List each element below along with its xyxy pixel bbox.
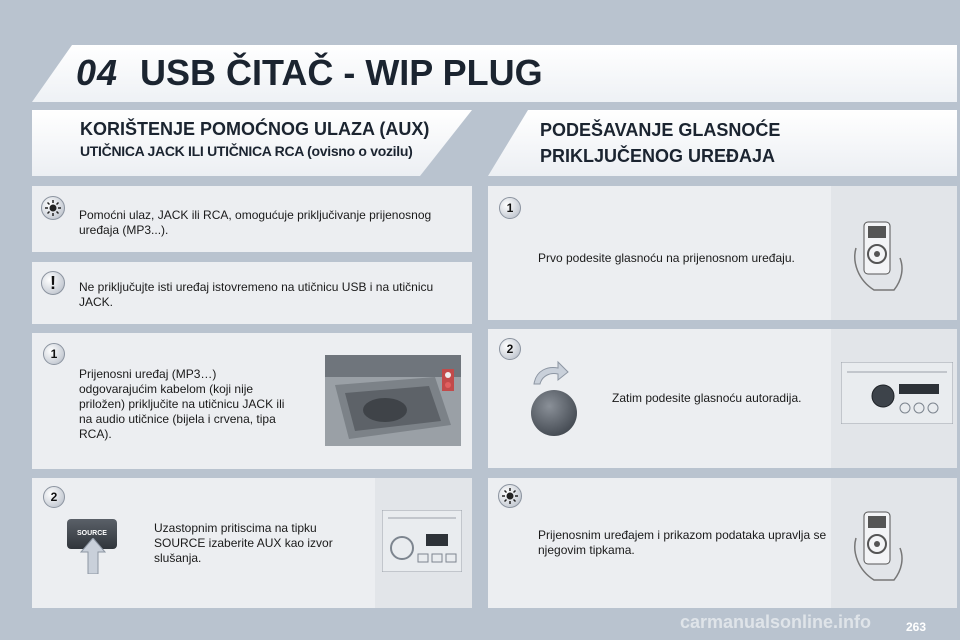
press-arrow-icon [80, 538, 106, 579]
left-tip-text: Pomoćni ulaz, JACK ili RCA, omogućuje priključivanje prijenosnog uređaja (MP3...). [79, 208, 432, 237]
radio-unit-icon [382, 510, 462, 577]
volume-knob-icon [531, 390, 577, 436]
left-section-title: KORIŠTENJE POMOĆNOG ULAZA (AUX) [80, 119, 430, 139]
left-step2-text: Uzastopnim pritiscima na tipku SOURCE izaberite AUX kao izvor slušanja. [154, 521, 333, 565]
mp3-player-hand-icon [850, 218, 910, 303]
header-notch [32, 45, 72, 102]
right-title-line2: PRIKLJUČENOG UREĐAJA [540, 146, 776, 166]
left-step1-text: Prijenosni uređaj (MP3…) odgovarajućim kabelom (koji nije priložen) priključite na utičnicu JACK ili na audio utičnice (bijela i crvena, tipa RCA). [79, 367, 285, 441]
mp3-player-hand-icon-2 [850, 508, 910, 593]
rotate-arrow-icon [530, 360, 570, 391]
left-step1-badge: 1 [43, 343, 65, 365]
radio-unit-volume-icon [841, 362, 953, 429]
right-tip-text: Prijenosnim uređajem i prikazom podataka upravlja se njegovim tipkama. [538, 528, 827, 557]
left-step2-badge: 2 [43, 486, 65, 508]
right-step2-text: Zatim podesite glasnoću autoradija. [612, 391, 802, 405]
right-step1-badge: 1 [499, 197, 521, 219]
warning-text: Ne priključujte isti uređaj istovremeno na utičnicu USB i na utičnicu JACK. [79, 280, 434, 309]
glovebox-photo [325, 355, 461, 446]
source-button-illustration: SOURCE [67, 519, 117, 549]
right-section-corner [488, 110, 528, 176]
right-section-title [540, 117, 780, 169]
page-number: 263 [906, 620, 927, 634]
left-section-subtitle: UTIČNICA JACK ILI UTIČNICA RCA (ovisno o vozilu) [80, 143, 413, 159]
right-step1-text: Prvo podesite glasnoću na prijenosnom uređaju. [538, 251, 795, 265]
sun-tip-icon [41, 196, 65, 220]
right-sun-tip-icon [498, 484, 522, 508]
chapter-number: 04 [76, 52, 119, 93]
right-step2-badge: 2 [499, 338, 521, 360]
warning-icon: ! [41, 271, 65, 295]
watermark: carmanualsonline.info [680, 612, 872, 632]
right-title-line1: PODEŠAVANJE GLASNOĆE [540, 120, 781, 140]
page-title: USB ČITAČ - WIP PLUG [140, 52, 543, 93]
